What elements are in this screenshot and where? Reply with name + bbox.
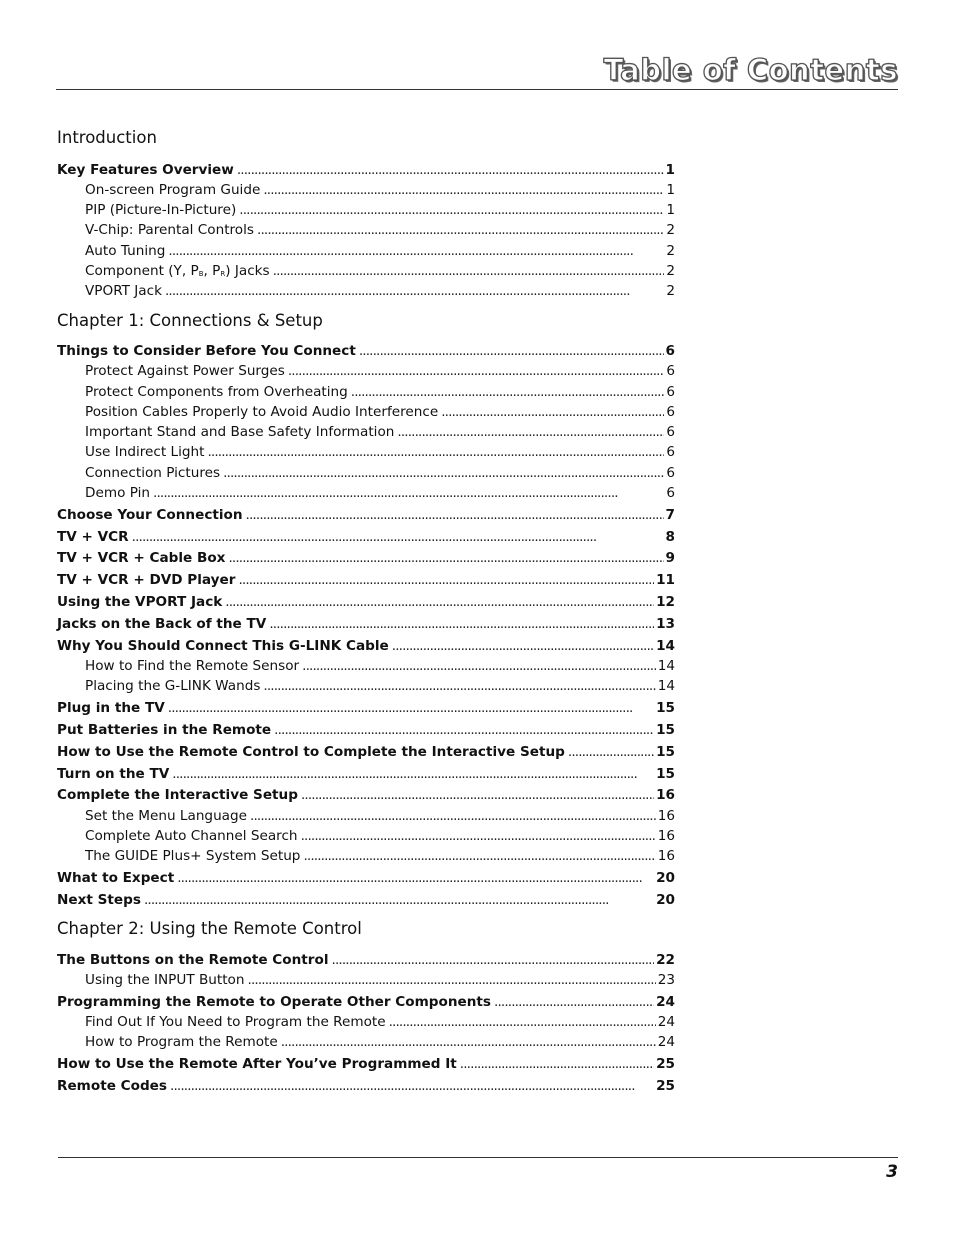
toc-subentry[interactable]: [85, 242, 675, 260]
toc-entry-label: Position Cables Properly to Avoid Audio Interference: [85, 404, 439, 420]
dot-leader: [237, 161, 664, 179]
toc-entry[interactable]: [57, 528, 675, 546]
dot-leader: [172, 765, 654, 783]
toc-entry-label: Complete the Interactive Setup: [57, 787, 298, 803]
toc-subentry[interactable]: [85, 443, 675, 461]
dot-leader: [263, 677, 655, 695]
toc-entry-label: Remote Codes: [57, 1078, 167, 1094]
toc-subentry[interactable]: [85, 464, 675, 482]
toc-entry[interactable]: [57, 571, 675, 589]
label-part: ) Jacks: [225, 263, 270, 279]
toc-entry-page: 16: [657, 848, 675, 864]
toc-entry-label: Use Indirect Light: [85, 444, 205, 460]
toc-entry-page: 6: [666, 424, 675, 440]
toc-entry-label: Programming the Remote to Operate Other Components: [57, 994, 492, 1010]
toc-entry-page: 24: [656, 994, 675, 1010]
toc-entry-label: TV + VCR: [57, 529, 129, 545]
toc-subentry[interactable]: [85, 1013, 675, 1031]
toc-entry-label: What to Expect: [57, 870, 175, 886]
toc-entry-page: 15: [656, 700, 675, 716]
toc-entry[interactable]: [57, 951, 675, 969]
subscript-b: B: [198, 270, 204, 278]
toc-subentry[interactable]: [85, 181, 675, 199]
toc-entry-label: The Buttons on the Remote Control: [57, 952, 329, 968]
toc-subentry[interactable]: [85, 221, 675, 239]
toc-entry-page: 2: [666, 243, 675, 259]
toc-entry-page: 15: [656, 766, 675, 782]
dot-leader: [301, 827, 656, 845]
dot-leader: [392, 637, 654, 655]
toc-subentry[interactable]: [85, 971, 675, 989]
toc-entry-label: How to Use the Remote Control to Complete the Interactive Setup: [57, 744, 565, 760]
toc-entry-page: 14: [657, 658, 675, 674]
toc-entry-page: 6: [666, 404, 675, 420]
toc-entry[interactable]: [57, 786, 675, 804]
dot-leader: [207, 443, 664, 461]
toc-entry-page: 24: [657, 1034, 675, 1050]
subscript-r: R: [220, 270, 226, 278]
toc-entry-page: 14: [657, 678, 675, 694]
toc-entry-label: Important Stand and Base Safety Information: [85, 424, 395, 440]
toc-entry-page: 16: [656, 787, 675, 803]
toc-entry-page: 22: [656, 952, 675, 968]
toc-entry-label: Why You Should Connect This G-LINK Cable: [57, 638, 389, 654]
toc-entry-page: 11: [656, 572, 675, 588]
toc-entry-page: 16: [657, 828, 675, 844]
dot-leader: [274, 721, 654, 739]
toc-entry-page: 24: [657, 1014, 675, 1030]
toc-entry-page: 6: [666, 485, 675, 501]
toc-entry[interactable]: [57, 765, 675, 783]
toc-entry-label: How to Use the Remote After You’ve Programmed It: [57, 1056, 457, 1072]
toc-entry[interactable]: [57, 506, 675, 524]
toc-entry-page: 8: [665, 529, 675, 545]
toc-entry-label: Jacks on the Back of the TV: [57, 616, 267, 632]
toc-entry-label: Demo Pin: [85, 485, 151, 501]
dot-leader: [263, 181, 664, 199]
toc-entry-label: Connection Pictures: [85, 465, 221, 481]
toc-entry-label: V-Chip: Parental Controls: [85, 222, 254, 238]
toc-entry[interactable]: [57, 549, 675, 567]
toc-entry-page: 15: [656, 722, 675, 738]
toc-subentry[interactable]: [85, 383, 675, 401]
toc-subentry[interactable]: [85, 657, 675, 675]
toc-entry-label: Set the Menu Language: [85, 808, 248, 824]
dot-leader: [397, 423, 664, 441]
dot-leader: [460, 1055, 654, 1073]
dot-leader: [165, 282, 664, 300]
label-part: Component (Y, P: [85, 263, 199, 279]
dot-leader: [441, 403, 664, 421]
toc-entry[interactable]: [57, 1055, 675, 1073]
dot-leader: [246, 506, 664, 524]
dot-leader: [273, 262, 665, 280]
toc-entry-page: 14: [656, 638, 675, 654]
page-number: 3: [886, 1162, 898, 1182]
toc-entry-page: 6: [666, 444, 675, 460]
label-part: , P: [203, 263, 221, 279]
toc-entry-page: 25: [656, 1078, 675, 1094]
toc-entry-page: 16: [657, 808, 675, 824]
toc-entry-page: 2: [666, 263, 675, 279]
toc-entry-label: Auto Tuning: [85, 243, 166, 259]
dot-leader: [225, 593, 654, 611]
toc-entry-label: Protect Components from Overheating: [85, 384, 348, 400]
dot-leader: [568, 743, 654, 761]
dot-leader: [288, 362, 664, 380]
section-heading-introduction: Introduction: [57, 128, 157, 147]
toc-entry-label: How to Find the Remote Sensor: [85, 658, 300, 674]
toc-entry-page: 1: [666, 202, 675, 218]
toc-subentry[interactable]: [85, 282, 675, 300]
dot-leader: [223, 464, 664, 482]
toc-entry-label: Key Features Overview: [57, 162, 234, 178]
dot-leader: [250, 807, 656, 825]
toc-entry-page: 7: [665, 507, 675, 523]
toc-entry[interactable]: [57, 342, 675, 360]
toc-entry-label: Protect Against Power Surges: [85, 363, 285, 379]
toc-subentry[interactable]: [85, 827, 675, 845]
dot-leader: [332, 951, 655, 969]
toc-entry-page: 20: [656, 892, 675, 908]
toc-entry[interactable]: [57, 1077, 675, 1095]
toc-entry-page: 2: [666, 283, 675, 299]
dot-leader: [269, 615, 654, 633]
dot-leader: [153, 484, 664, 502]
dot-leader: [303, 847, 655, 865]
toc-entry[interactable]: [57, 721, 675, 739]
section-heading-chapter-2: Chapter 2: Using the Remote Control: [57, 919, 362, 938]
toc-entry-page: 23: [657, 972, 675, 988]
section-heading-chapter-1: Chapter 1: Connections & Setup: [57, 311, 323, 330]
dot-leader: [248, 971, 656, 989]
toc-entry-label: Next Steps: [57, 892, 141, 908]
dot-leader: [301, 786, 654, 804]
toc-entry-page: 6: [665, 343, 675, 359]
toc-entry-label: Placing the G-LINK Wands: [85, 678, 261, 694]
toc-subentry[interactable]: [85, 403, 675, 421]
toc-entry[interactable]: [57, 637, 675, 655]
dot-leader: [302, 657, 656, 675]
toc-entry-label: Complete Auto Channel Search: [85, 828, 298, 844]
dot-leader: [359, 342, 664, 360]
toc-entry[interactable]: [57, 699, 675, 717]
toc-entry-label: How to Program the Remote: [85, 1034, 278, 1050]
dot-leader: [281, 1033, 656, 1051]
dot-leader: [389, 1013, 656, 1031]
toc-entry-label: On-screen Program Guide: [85, 182, 261, 198]
dot-leader: [168, 699, 654, 717]
toc-entry[interactable]: [57, 593, 675, 611]
toc-entry[interactable]: [57, 891, 675, 909]
toc-entry-page: 12: [656, 594, 675, 610]
toc-entry[interactable]: [57, 993, 675, 1011]
toc-entry-label: Put Batteries in the Remote: [57, 722, 272, 738]
toc-entry-page: 15: [656, 744, 675, 760]
toc-subentry[interactable]: [85, 1033, 675, 1051]
toc-entry-page: 6: [666, 384, 675, 400]
toc-entry-label: [85, 262, 270, 283]
toc-entry-label: Find Out If You Need to Program the Remote: [85, 1014, 386, 1030]
toc-entry-page: 13: [656, 616, 675, 632]
toc-subentry[interactable]: [85, 262, 675, 280]
toc-entry-label: Using the INPUT Button: [85, 972, 245, 988]
toc-entry[interactable]: [57, 161, 675, 179]
toc-entry-page: 25: [656, 1056, 675, 1072]
toc-entry-label: Using the VPORT Jack: [57, 594, 223, 610]
toc-entry[interactable]: [57, 869, 675, 887]
dot-leader: [177, 869, 654, 887]
page-title: Table of Contents: [603, 53, 898, 87]
dot-leader: [132, 528, 664, 546]
dot-leader: [257, 221, 664, 239]
toc-subentry[interactable]: [85, 847, 675, 865]
toc-entry-label: VPORT Jack: [85, 283, 162, 299]
toc-entry-page: 1: [666, 182, 675, 198]
toc-subentry[interactable]: [85, 484, 675, 502]
header-rule: [56, 89, 898, 90]
toc-entry-page: 2: [666, 222, 675, 238]
toc-entry-label: TV + VCR + Cable Box: [57, 550, 226, 566]
dot-leader: [170, 1077, 654, 1095]
toc-entry-page: 20: [656, 870, 675, 886]
toc-entry-label: The GUIDE Plus+ System Setup: [85, 848, 301, 864]
dot-leader: [239, 201, 664, 219]
dot-leader: [144, 891, 654, 909]
dot-leader: [238, 571, 654, 589]
toc-subentry[interactable]: [85, 362, 675, 380]
toc-subentry[interactable]: [85, 423, 675, 441]
dot-leader: [351, 383, 665, 401]
toc-subentry[interactable]: [85, 201, 675, 219]
toc-entry-page: 6: [666, 363, 675, 379]
toc-subentry[interactable]: [85, 807, 675, 825]
toc-entry-page: 1: [665, 162, 675, 178]
toc-entry-page: 6: [666, 465, 675, 481]
dot-leader: [168, 242, 664, 260]
toc-entry-label: Plug in the TV: [57, 700, 165, 716]
toc-entry-label: Things to Consider Before You Connect: [57, 343, 356, 359]
toc-entry-label: Turn on the TV: [57, 766, 170, 782]
toc-subentry[interactable]: [85, 677, 675, 695]
toc-entry-label: TV + VCR + DVD Player: [57, 572, 236, 588]
toc-entry-label: PIP (Picture-In-Picture): [85, 202, 237, 218]
toc-entry[interactable]: [57, 615, 675, 633]
toc-entry[interactable]: [57, 743, 675, 761]
toc-entry-label: Choose Your Connection: [57, 507, 243, 523]
dot-leader: [494, 993, 654, 1011]
toc-entry-page: 9: [665, 550, 675, 566]
footer-rule: [58, 1157, 898, 1158]
dot-leader: [228, 549, 663, 567]
